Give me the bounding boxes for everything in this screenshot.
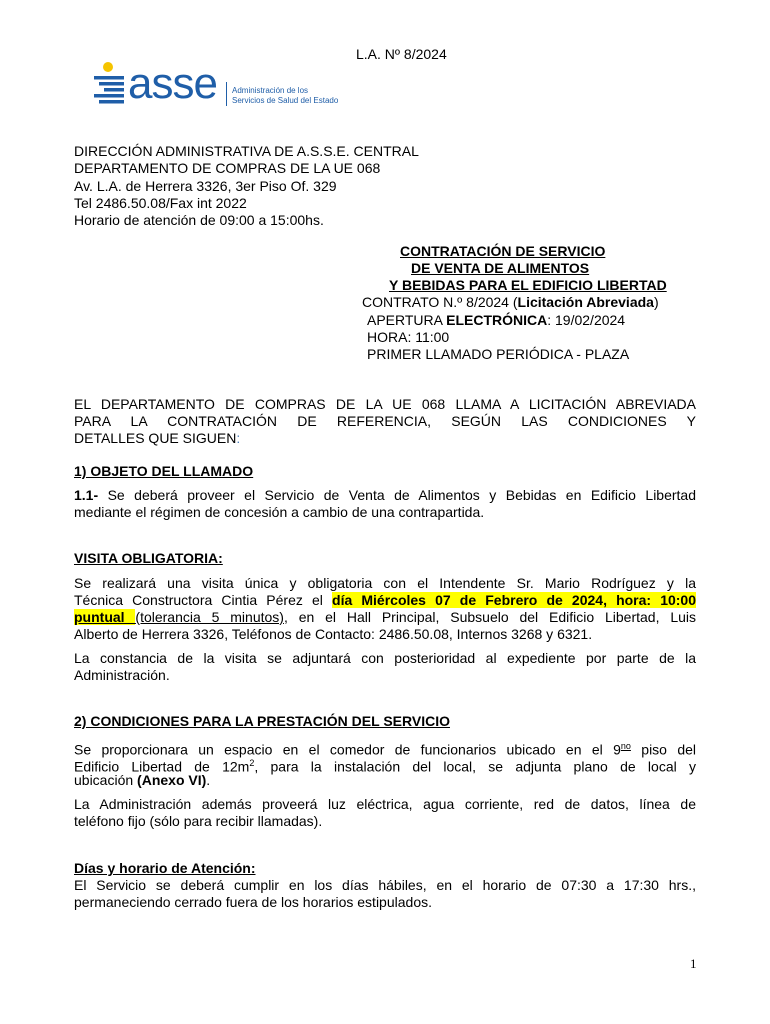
section2-line-1-text: Se proporcionara un espacio en el comedor de funcionarios ubicado en el 9 xyxy=(74,741,621,758)
logo-subtitle-1: Administración de los xyxy=(232,86,309,95)
intro-line-3 xyxy=(74,430,696,447)
visita-line-3 xyxy=(74,609,696,626)
section1-item-line-2: mediante el régimen de concesión a cambio de una contrapartida. xyxy=(74,504,485,520)
visita-line-1: Se realizará una visita única y obligatoria con el Intendente Sr. Mario Rodríguez y la xyxy=(74,575,696,591)
asse-logo xyxy=(90,60,340,112)
title-line-3: Y BEBIDAS PARA EL EDIFICIO LIBERTAD xyxy=(389,277,667,293)
item-text: Se deberá proveer el Servicio de Venta de Alimentos y Bebidas en Edificio Libertad xyxy=(98,487,696,503)
logo-divider xyxy=(226,82,227,106)
section2-line-3-text: ubicación xyxy=(74,772,138,788)
opening-date: : 19/02/2024 xyxy=(547,312,626,328)
visita-date-highlight: día Miércoles 07 de Febrero de 2024, hora: 10:00 xyxy=(332,592,697,608)
visita-line-2 xyxy=(74,592,696,609)
header-line-3: Av. L.A. de Herrera 3326, 3er Piso Of. 329 xyxy=(74,178,337,194)
section2-line-2-tail: , para la instalación del local, se adjunta plano de local y xyxy=(254,758,696,775)
opening-label-bold: ELECTRÓNICA xyxy=(446,312,548,328)
contract-type: Licitación Abreviada xyxy=(517,294,654,310)
page-number: 1 xyxy=(690,956,697,971)
visita-heading: VISITA OBLIGATORIA: xyxy=(74,550,223,566)
intro-line-2: PARA LA CONTRATACIÓN DE REFERENCIA, SEGÚN LAS CONDICIONES Y xyxy=(74,413,696,429)
contract-suffix: ) xyxy=(653,294,659,310)
visita-tolerance: (tolerancia 5 minutos) xyxy=(135,609,284,625)
title-line-2: DE VENTA DE ALIMENTOS xyxy=(411,260,590,276)
annex-reference: (Anexo VI) xyxy=(137,772,207,788)
section2-line-1-tail: piso del xyxy=(630,741,696,758)
section1-heading: 1) OBJETO DEL LLAMADO xyxy=(74,463,254,479)
contract-prefix: CONTRATO N.º 8/2024 ( xyxy=(362,294,518,310)
intro-line-3-colon: : xyxy=(236,430,241,446)
header-line-1: DIRECCIÓN ADMINISTRATIVA DE A.S.S.E. CENTRAL xyxy=(74,143,419,159)
item-number: 1.1- xyxy=(74,487,99,503)
logo-brand: asse xyxy=(128,59,217,108)
horario-heading: Días y horario de Atención: xyxy=(74,860,256,876)
title-line-1: CONTRATACIÓN DE SERVICIO xyxy=(400,243,606,259)
section1-item-line-1 xyxy=(74,487,696,504)
document-reference: L.A. Nº 8/2024 xyxy=(356,46,447,62)
section2-heading: 2) CONDICIONES PARA LA PRESTACIÓN DEL SERVICIO xyxy=(74,713,450,729)
visita-p2-line-1: La constancia de la visita se adjuntará con posterioridad al expediente por parte de la xyxy=(74,650,696,666)
asse-emblem-icon xyxy=(90,60,130,110)
visita-punctual-highlight: puntual xyxy=(74,609,136,625)
horario-line-1: El Servicio se deberá cumplir en los días hábiles, en el horario de 07:30 a 17:30 hrs., xyxy=(74,877,696,893)
visita-line-3-text: , en el Hall Principal, Subsuelo del Edificio Libertad, Luis xyxy=(283,609,697,625)
area-superscript: 2 xyxy=(249,758,255,768)
horario-line-2: permaneciendo cerrado fuera de los horarios estipulados. xyxy=(74,894,432,910)
floor-superscript: no xyxy=(620,741,631,751)
section2-p2-line-2: teléfono fijo (sólo para recibir llamadas). xyxy=(74,813,323,829)
contract-hour: HORA: 11:00 xyxy=(367,329,450,345)
opening-label: APERTURA xyxy=(367,312,447,328)
logo-subtitle-2: Servicios de Salud del Estado xyxy=(232,96,339,105)
visita-line-4: Alberto de Herrera 3326, Teléfonos de Contacto: 2486.50.08, Internos 3268 y 6321. xyxy=(74,626,593,642)
visita-line-2-text: Técnica Constructora Cintia Pérez el xyxy=(74,592,333,608)
section2-line-2-text: Edificio Libertad de 12m xyxy=(74,758,250,775)
intro-line-1: EL DEPARTAMENTO DE COMPRAS DE LA UE 068 LLAMA A LICITACIÓN ABREVIADA xyxy=(74,396,696,412)
visita-p2-line-2: Administración. xyxy=(74,667,170,683)
header-line-2: DEPARTAMENTO DE COMPRAS DE LA UE 068 xyxy=(74,160,381,176)
section2-p2-line-1: La Administración además proveerá luz eléctrica, agua corriente, red de datos, línea de xyxy=(74,796,696,812)
header-line-5: Horario de atención de 09:00 a 15:00hs. xyxy=(74,212,324,228)
intro-line-3-text: DETALLES QUE SIGUEN xyxy=(74,430,237,446)
header-line-4: Tel 2486.50.08/Fax int 2022 xyxy=(74,195,247,211)
contract-opening xyxy=(367,312,625,328)
section2-line-3-period: . xyxy=(206,772,211,788)
section2-line-3 xyxy=(74,772,696,789)
contract-call: PRIMER LLAMADO PERIÓDICA - PLAZA xyxy=(367,346,630,362)
contract-number xyxy=(362,294,659,310)
